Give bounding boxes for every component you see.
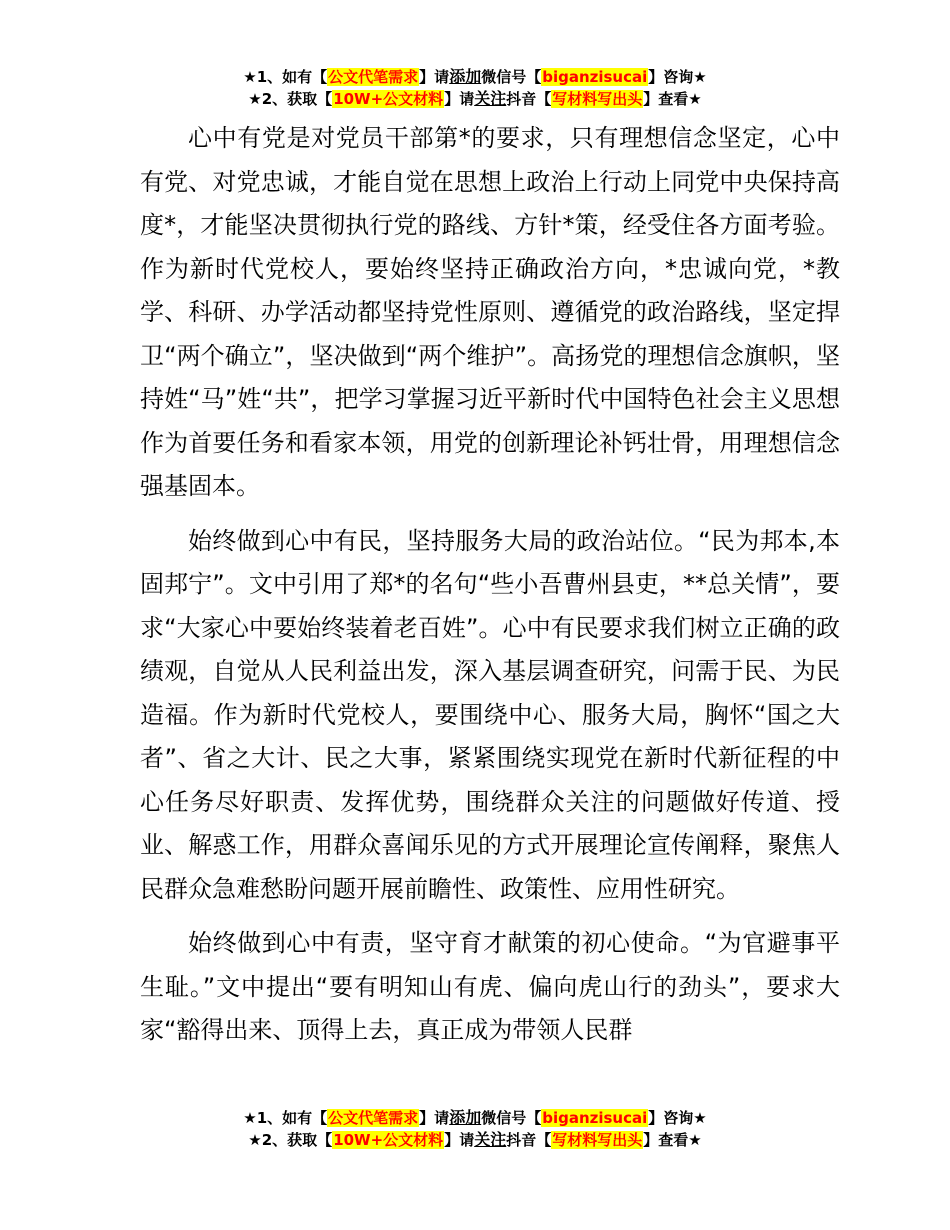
footer-line-2-emphasis: 关注	[474, 1130, 507, 1149]
footer-line-1-mid-2: 微信号【	[481, 1109, 542, 1127]
header-line-2-prefix: ★2、获取【	[248, 90, 333, 108]
header-line-1	[0, 66, 950, 88]
footer-banner	[0, 1107, 950, 1151]
footer-line-1-highlight-service: 公文代笔需求	[328, 1109, 419, 1127]
header-line-1-mid-1: 】请	[419, 68, 450, 86]
header-banner	[0, 66, 950, 110]
footer-line-2-mid-1: 】请	[444, 1131, 475, 1149]
header-line-1-emphasis: 添加	[449, 67, 482, 86]
header-line-2-mid-1: 】请	[444, 90, 475, 108]
header-line-2-emphasis: 关注	[474, 89, 507, 108]
footer-line-1-highlight-wechat: biganzisucai	[542, 1109, 648, 1127]
footer-line-2-prefix: ★2、获取【	[248, 1131, 333, 1149]
header-line-1-suffix: 】咨询★	[648, 68, 707, 86]
footer-line-2-highlight-materials: 10W+公文材料	[333, 1131, 444, 1149]
footer-line-1	[0, 1107, 950, 1129]
header-line-2-highlight-materials: 10W+公文材料	[333, 90, 444, 108]
footer-line-1-emphasis: 添加	[449, 1108, 482, 1127]
document-body	[140, 117, 840, 1064]
paragraph-people: 始终做到心中有民，坚持服务大局的政治站位。“民为邦本,本固邦宁”。文中引用了郑*的名句“些小吾曹州县吏，**总关情”，要求“大家心中要始终装着老百姓”。心中有民要求我们树立正确的政绩观，自觉从人民利益出发，深入基层调查研究，问需于民、为民造福。作为新时代党校人，要围绕中心、服务大局，胸怀“国之大者”、省之大计、民之大事，紧紧围绕实现党在新时代新征程的中心任务尽好职责、发挥优势，围绕群众关注的问题做好传道、授业、解惑工作，用群众喜闻乐见的方式开展理论宣传阐释，聚焦人民群众急难愁盼问题开展前瞻性、政策性、应用性研究。	[140, 526, 840, 903]
header-line-1-mid-2: 微信号【	[481, 68, 542, 86]
paragraph-responsibility: 始终做到心中有责，坚守育才献策的初心使命。“为官避事平生耻。”文中提出“要有明知山有虎、偏向虎山行的劲头”，要求大家“豁得出来、顶得上去，真正成为带领人民群	[140, 929, 840, 1044]
header-line-1-highlight-service: 公文代笔需求	[328, 68, 419, 86]
paragraph-party: 心中有党是对党员干部第*的要求，只有理想信念坚定，心中有党、对党忠诚，才能自觉在思想上政治上行动上同党中央保持高度*，才能坚决贯彻执行党的路线、方针*策，经受住各方面考验。作为新时代党校人，要始终坚持正确政治方向，*忠诚向党，*教学、科研、办学活动都坚持党性原则、遵循党的政治路线，坚定捍卫“两个确立”，坚决做到“两个维护”。高扬党的理想信念旗帜，坚持姓“马”姓“共”，把学习掌握习近平新时代中国特色社会主义思想作为首要任务和看家本领，用党的创新理论补钙壮骨，用理想信念强基固本。	[140, 124, 840, 500]
header-line-2	[0, 88, 950, 110]
footer-line-1-mid-1: 】请	[419, 1109, 450, 1127]
footer-line-2-suffix: 】查看★	[643, 1131, 702, 1149]
footer-line-2-mid-2: 抖音【	[506, 1131, 552, 1149]
footer-line-1-suffix: 】咨询★	[648, 1109, 707, 1127]
header-line-1-prefix: ★1、如有【	[243, 68, 328, 86]
footer-line-2	[0, 1129, 950, 1151]
header-line-2-mid-2: 抖音【	[506, 90, 552, 108]
header-line-2-suffix: 】查看★	[643, 90, 702, 108]
header-line-1-highlight-wechat: biganzisucai	[542, 68, 648, 86]
footer-line-1-prefix: ★1、如有【	[243, 1109, 328, 1127]
footer-line-2-highlight-douyin: 写材料写出头	[552, 1131, 643, 1149]
header-line-2-highlight-douyin: 写材料写出头	[552, 90, 643, 108]
